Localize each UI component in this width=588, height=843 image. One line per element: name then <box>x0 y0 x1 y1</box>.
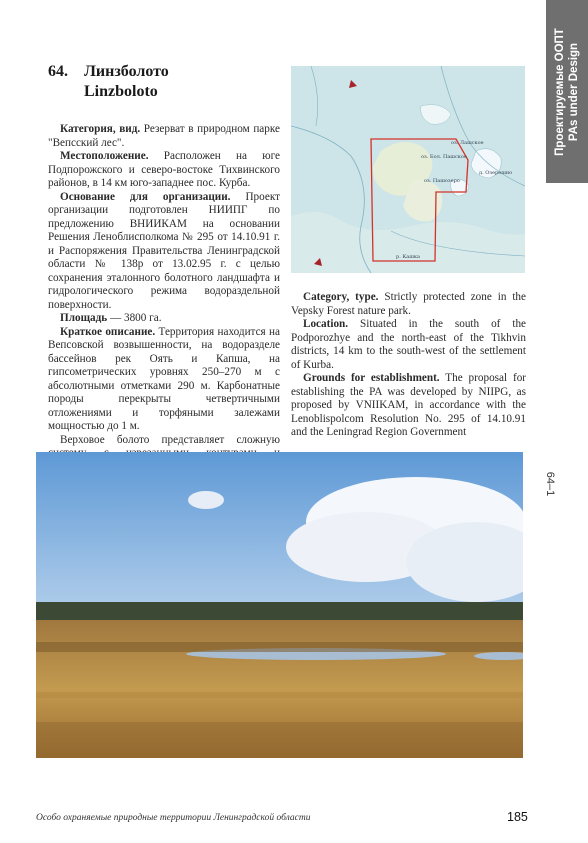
ru-grounds-label: Основание для организации. <box>60 190 231 203</box>
footer-book-title: Особо охраняемые природные территории Ленинградской области <box>36 813 311 823</box>
en-grounds-text: The proposal for establishing the PA was developed by NIIPG, as proposed by VNIIKAM, in accordance with the Lenoblispolcom Resolution No. 295 of 14.10.91 and the Leningrad Region Government <box>291 372 527 438</box>
ru-area-text: — 3800 га. <box>107 312 162 324</box>
landscape-photo <box>36 452 523 758</box>
ru-brief-text: Территория находится на Вепсовской возвышенности, на водоразделе бассейнов рек Оять и Капша, на гипсометрических уровнях 250–270 м с абсолютными отметками 290 м. Карбонатные породы перекрыты четвертичными отложениями и торфяными залежами мощностью до 1 м. <box>48 325 280 432</box>
title-ru: Линзболото <box>84 63 169 80</box>
page-title <box>48 62 169 102</box>
photo-reference <box>538 471 557 497</box>
en-grounds <box>291 372 526 440</box>
en-location-label: Location. <box>303 318 349 330</box>
ru-grounds <box>48 191 280 313</box>
ru-location-label: Местоположение. <box>60 150 149 162</box>
description-en <box>291 291 526 440</box>
en-category-label: Category, type. <box>303 291 379 303</box>
ru-brief-label: Краткое описание. <box>60 325 156 338</box>
ru-location <box>48 150 280 191</box>
en-category-text: Strictly protected zone in the Vepsky Forest nature park. <box>291 291 526 317</box>
side-tab-text <box>553 5 581 180</box>
map-label-top-right: оз. Лашское <box>451 140 484 146</box>
side-tab-line-en: PAs under Design <box>568 42 580 142</box>
en-location-text: Situated in the south of the Podporozhye and the north-east of the Tikhvin districts, 14 km to the south-west of the settlement of Kurba. <box>291 318 526 371</box>
map-label-right: д. Озерешно <box>479 170 513 176</box>
photo-graphic <box>36 452 523 758</box>
ru-area-label: Площадь <box>60 312 108 324</box>
location-map <box>291 66 525 273</box>
ru-brief <box>48 326 280 434</box>
page-number: 185 <box>507 810 528 824</box>
description-ru <box>48 123 280 474</box>
ru-location-text: Расположен на юге Подпорожского и северо-востоке Тихвинского районов, в 14 км юго-западнее пос. Курба. <box>48 150 280 189</box>
section-side-tab <box>546 0 588 183</box>
en-grounds-label: Grounds for establishment. <box>303 372 440 384</box>
side-tab-line-ru: Проектируемые ООПТ <box>554 28 566 156</box>
map-graphic <box>291 66 525 273</box>
title-en: Linzboloto <box>84 83 158 100</box>
en-category <box>291 291 526 318</box>
map-label-lake: оз. Бол. Пашское <box>421 154 467 160</box>
ru-grounds-text: Проект организации подготовлен НИИПГ по предложению ВНИИКАМ на основании Решения Леноблисполкома № 295 от 14.10.91 г. и Распоряжения Правительства Ленинградской области № 138р от 13.02.95 г. с целью сохранения эталонного болотного ландшафта и гидрологического режима водораздельной поверхности. <box>48 190 281 311</box>
entry-number: 64. <box>48 63 68 80</box>
map-label-mid-right: оз. Пашозеро <box>424 178 460 184</box>
map-label-bottom: р. Кашка <box>396 254 420 260</box>
photo-reference-text: 64–1 <box>544 471 557 497</box>
ru-category <box>48 123 280 150</box>
ru-area <box>48 312 280 326</box>
ru-category-text: Резерват в природном парке "Вепсский лес". <box>48 123 280 149</box>
en-location <box>291 318 526 372</box>
ru-category-label: Категория, вид. <box>60 123 141 135</box>
ru-bog: Верховое болото представляет сложную <box>60 433 280 446</box>
